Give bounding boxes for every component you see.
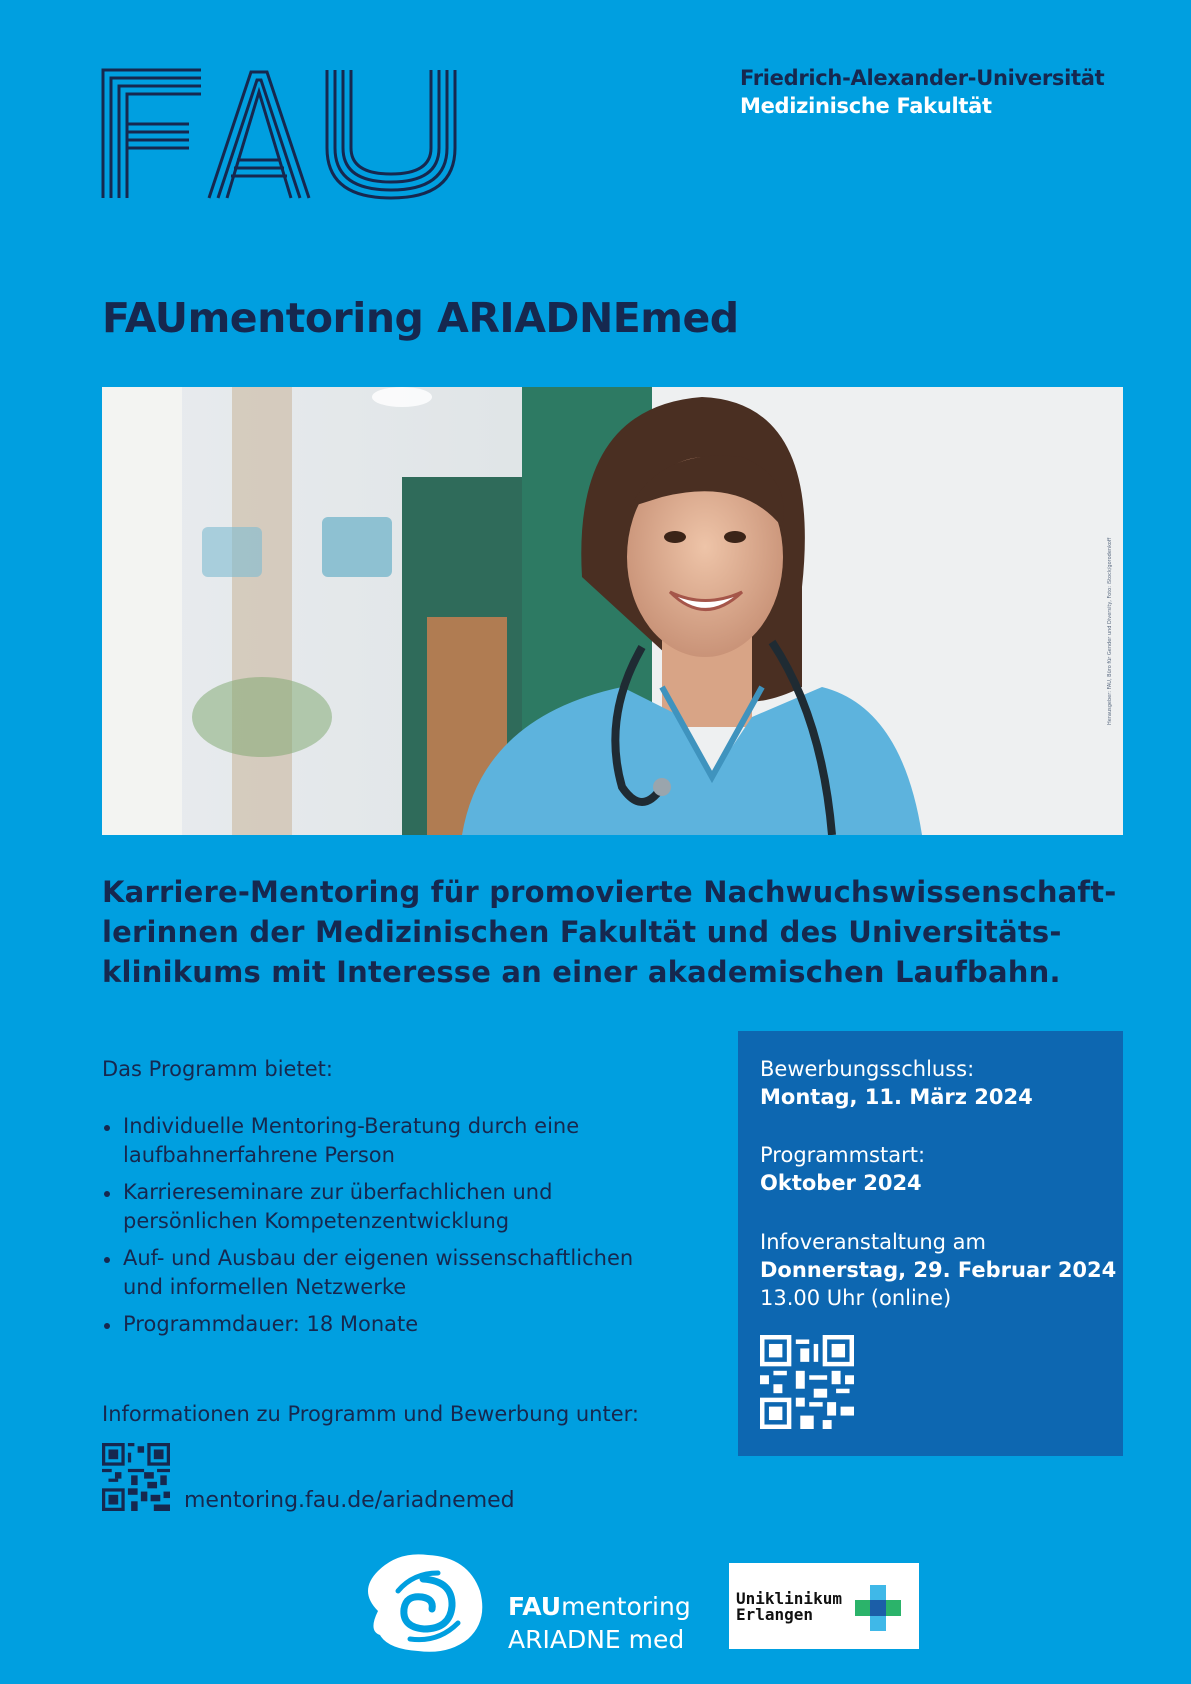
deadline-label: Bewerbungsschluss:	[760, 1057, 975, 1081]
ariadne-wordmark	[508, 1590, 691, 1656]
ariadne-logo	[358, 1551, 488, 1656]
deadline-value: Montag, 11. März 2024	[760, 1085, 1033, 1109]
offer-list	[102, 1112, 662, 1347]
uniklinikum-text	[736, 1591, 842, 1623]
offer-item: Programmdauer: 18 Monate	[102, 1310, 662, 1339]
hero-photo	[102, 387, 1123, 835]
info-label: Informationen zu Programm und Bewerbung unter:	[102, 1402, 639, 1426]
medical-cross-icon	[855, 1585, 901, 1631]
uniklinikum-logo	[729, 1563, 919, 1649]
event-time: 13.00 Uhr (online)	[760, 1286, 952, 1310]
start-value: Oktober 2024	[760, 1171, 922, 1195]
qr-code-icon[interactable]	[102, 1443, 170, 1511]
fau-logo	[101, 68, 457, 200]
start-label: Programmstart:	[760, 1143, 926, 1167]
uk-line2: Erlangen	[736, 1605, 814, 1624]
event-value: Donnerstag, 29. Februar 2024	[760, 1258, 1117, 1282]
offer-item: Karriereseminare zur überfachlichen und persönlichen Kompetenzentwicklung	[102, 1178, 662, 1236]
university-line: Friedrich-Alexander-Universität	[740, 66, 1105, 90]
intro-text: Karriere-Mentoring für promovierte Nachwuchswissenschaft-lerinnen der Medizinischen Fakultät und des Universitäts-klinikums mit Interesse an einer akademischen Laufbahn.	[102, 875, 1117, 989]
university-name	[740, 64, 1104, 120]
offer-item: Auf- und Ausbau der eigenen wissenschaftlichen und informellen Netzwerke	[102, 1244, 662, 1302]
photo-credit: Herausgeber: FAU, Büro für Gender und Diversity, Foto: iStock/gorodenkoff	[1107, 537, 1113, 725]
wordmark-fau: FAU	[508, 1592, 562, 1621]
program-title: FAUmentoring ARIADNEmed	[102, 294, 739, 342]
faculty-line: Medizinische Fakultät	[740, 94, 992, 118]
uk-line1: Uniklinikum	[736, 1589, 842, 1608]
offer-item: Individuelle Mentoring-Beratung durch eine laufbahnerfahrene Person	[102, 1112, 662, 1170]
info-link[interactable]: mentoring.fau.de/ariadnemed	[184, 1488, 515, 1513]
event-label: Infoveranstaltung am	[760, 1230, 986, 1254]
dates-box	[738, 1031, 1123, 1456]
offer-heading: Das Programm bietet:	[102, 1057, 333, 1081]
wordmark-mentoring: mentoring	[561, 1592, 691, 1621]
wordmark-ariadne: ARIADNE med	[508, 1625, 685, 1654]
qr-code-icon[interactable]	[760, 1335, 854, 1429]
